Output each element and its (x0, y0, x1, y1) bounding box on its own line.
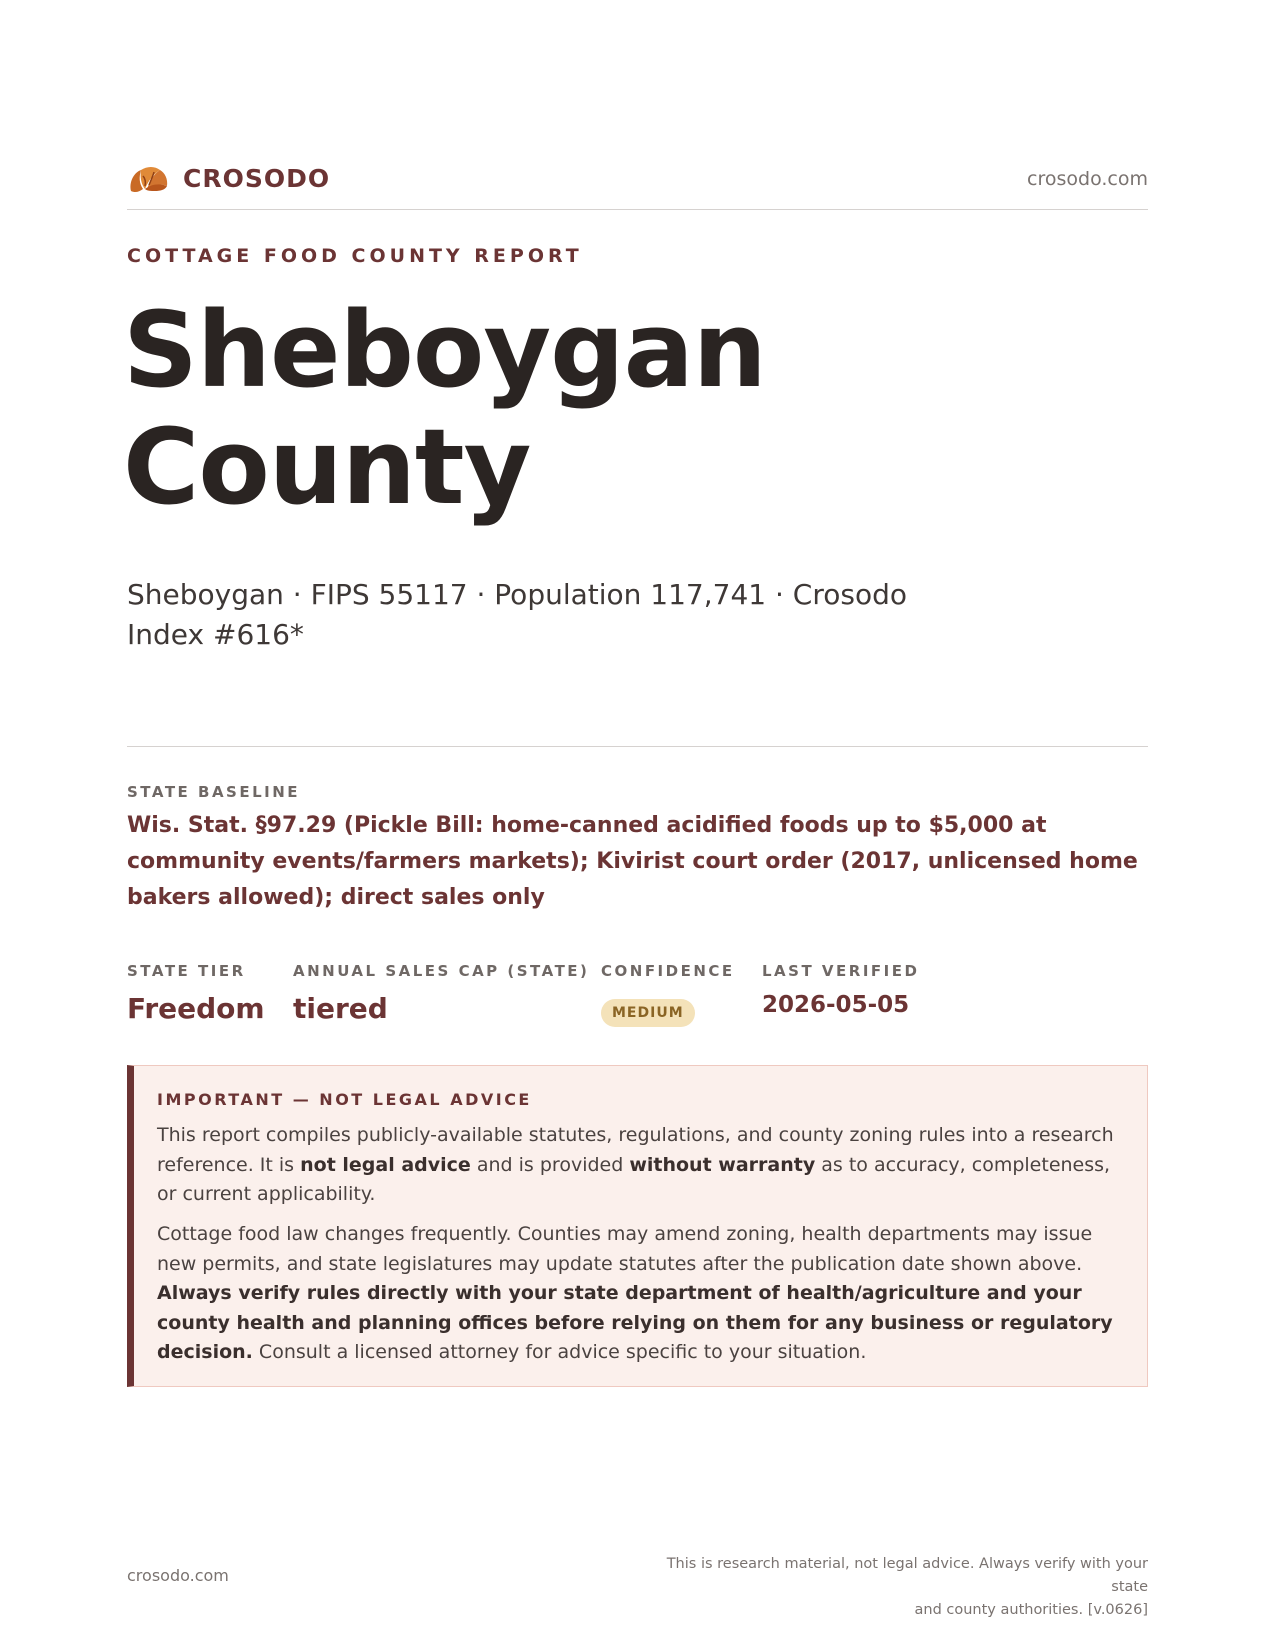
county-subtitle: Sheboygan · FIPS 55117 · Population 117,741 · Crosodo Index #616* (127, 578, 907, 651)
footer-disclaimer-line-1: This is research material, not legal advice. Always verify with your state (666, 1556, 1148, 1595)
stat-confidence (601, 962, 735, 1021)
notice-text: and is provided (470, 1153, 630, 1176)
state-tier-label: STATE TIER (127, 962, 246, 980)
status-badge: MEDIUM (601, 999, 695, 1027)
legal-notice (127, 1065, 1148, 1387)
footer-disclaimer-line-2: and county authorities. [v.0626] (914, 1602, 1148, 1618)
notice-text: as to accuracy, completeness, or current applicability. (157, 1153, 1111, 1205)
notice-title: IMPORTANT — NOT LEGAL ADVICE (157, 1090, 532, 1109)
notice-paragraph-1 (157, 1121, 1122, 1210)
notice-text: Cottage food law changes frequently. Counties may amend zoning, health departments may issue new permits, and state legislatures may update statutes after the publication date shown above. (157, 1223, 1093, 1275)
brand-name: CROSODO (183, 164, 331, 193)
title-line-1: Sheboygan (123, 289, 766, 411)
sales-cap-value: tiered (293, 992, 388, 1025)
footer-disclaimer (628, 1553, 1148, 1622)
header-divider (127, 209, 1148, 210)
page-header (127, 160, 1148, 200)
footer-site-url[interactable]: crosodo.com (127, 1566, 229, 1585)
baseline-text: Wis. Stat. §97.29 (Pickle Bill: home-canned acidified foods up to $5,000 at community events/farmers markets); Kivirist court order (2017, unlicensed home bakers allowed); direct sales only (127, 813, 1138, 910)
state-tier-value: Freedom (127, 992, 265, 1025)
page-title (123, 289, 1144, 528)
stat-state-tier (127, 962, 265, 1025)
stat-last-verified (762, 962, 920, 1018)
baseline-label: STATE BASELINE (127, 783, 301, 801)
notice-text: Consult a licensed attorney for advice specific to your situation. (252, 1341, 867, 1363)
notice-emphasis: Always verify rules directly with your state department of health/agriculture and your county health and planning offices before relying on them for any business or regulatory decision. (157, 1282, 1113, 1363)
report-eyebrow: COTTAGE FOOD COUNTY REPORT (127, 245, 583, 267)
notice-emphasis: without warranty (629, 1153, 816, 1176)
last-verified-label: LAST VERIFIED (762, 962, 920, 980)
report-page (123, 0, 1148, 1650)
stat-sales-cap (293, 962, 590, 1025)
title-line-2: County (123, 406, 531, 528)
notice-emphasis: not legal advice (300, 1153, 471, 1176)
site-url[interactable]: crosodo.com (1027, 168, 1148, 190)
section-divider (127, 746, 1148, 747)
confidence-label: CONFIDENCE (601, 962, 735, 980)
last-verified-value: 2026-05-05 (762, 992, 910, 1018)
croissant-icon (127, 161, 169, 199)
stats-row (127, 962, 1148, 1042)
sales-cap-label: ANNUAL SALES CAP (STATE) (293, 962, 590, 980)
notice-text: This report compiles publicly-available statutes, regulations, and county zoning rules into a research reference. It is (157, 1124, 1114, 1176)
notice-paragraph-2 (157, 1220, 1122, 1368)
